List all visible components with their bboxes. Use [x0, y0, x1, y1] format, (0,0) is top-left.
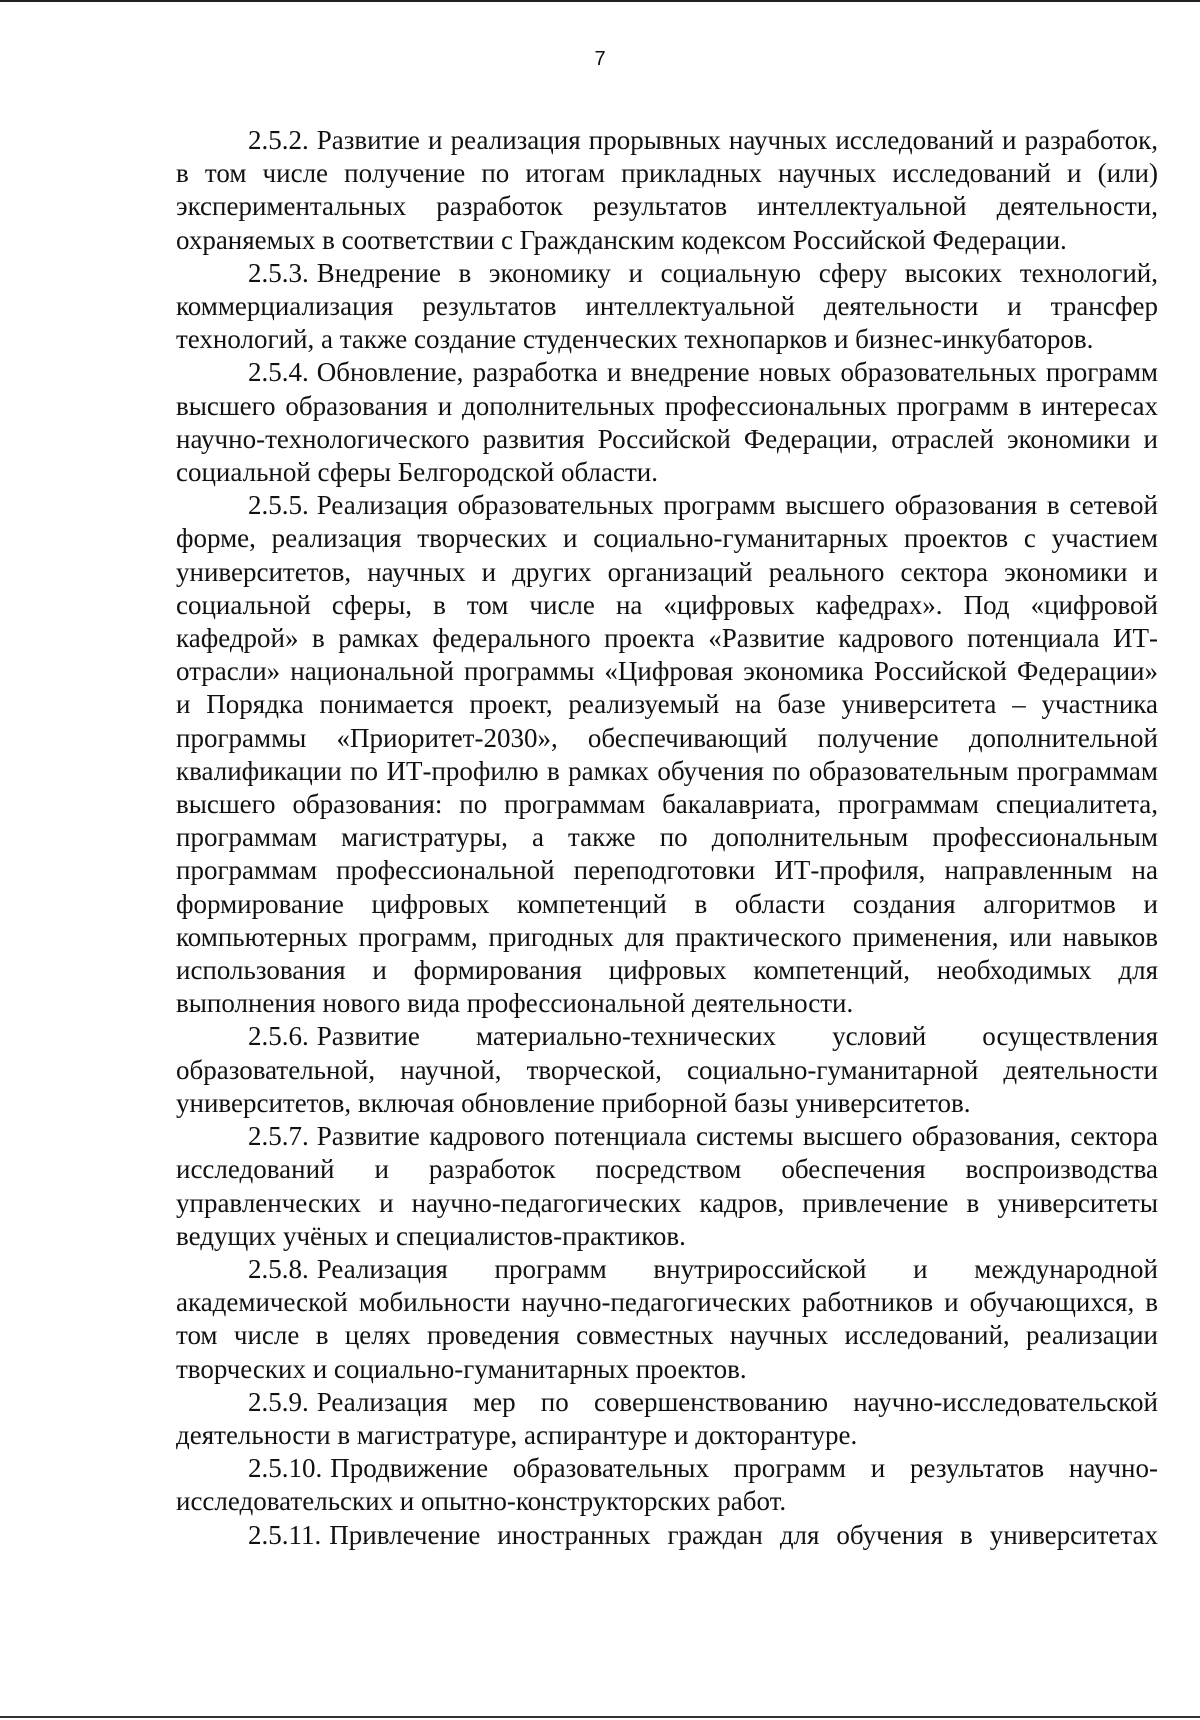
scan-edge-top [0, 0, 1200, 2]
paragraph-2-5-6 [176, 1020, 1158, 1120]
paragraph-2-5-11 [176, 1519, 1158, 1552]
paragraph-number: 2.5.10. [248, 1453, 323, 1484]
paragraph-number: 2.5.3. [248, 257, 309, 288]
paragraph-text: Внедрение в экономику и социальную сферу высоких технологий, коммерциализация результатов интеллектуальной деятельности и трансфер технологий, а также создание студенческих технопарков и бизнес-инкубаторов. [176, 257, 1158, 355]
paragraph-number: 2.5.6. [248, 1021, 309, 1052]
paragraph-2-5-10 [176, 1452, 1158, 1518]
paragraph-2-5-2 [176, 124, 1158, 257]
paragraph-number: 2.5.5. [248, 490, 309, 521]
paragraph-number: 2.5.2. [248, 125, 309, 155]
paragraph-number: 2.5.8. [248, 1253, 309, 1284]
paragraph-number: 2.5.11. [248, 1519, 322, 1550]
paragraph-2-5-5 [176, 489, 1158, 1020]
paragraph-text: Реализация образовательных программ высшего образования в сетевой форме, реализация творческих и социально-гуманитарных проектов с участием университетов, научных и других организаций реального сектора экономики и социальной сферы, в том числе на «цифровых кафедрах». Под «цифровой кафедрой» в рамках федерального проекта «Развитие кадрового потенциала ИТ-отрасли» национальной программы «Цифровая экономика Российской Федерации» и Порядка понимается проект, реализуемый на базе университета – участника программы «Приоритет-2030», обеспечивающий получение дополнительной квалификации по ИТ-профилю в рамках обучения по образовательным программам высшего образования: по программам бакалавриата, программам специалитета, программам магистратуры, а также по дополнительным профессиональным программам профессиональной переподготовки ИТ-профиля, направленным на формирование цифровых компетенций в области создания алгоритмов и компьютерных программ, пригодных для практического применения, или навыков использования и формирования цифровых компетенций, необходимых для выполнения нового вида профессиональной деятельности. [176, 490, 1158, 1019]
paragraph-text: Привлечение иностранных граждан для обучения в университетах [329, 1519, 1158, 1550]
paragraph-text: Реализация мер по совершенствованию научно-исследовательской деятельности в магистратуре, аспирантуре и докторантуре. [176, 1386, 1158, 1450]
paragraph-text: Реализация программ внутрироссийской и международной академической мобильности научно-педагогических работников и обучающихся, в том числе в целях проведения совместных научных исследований, реализации творческих и социально-гуманитарных проектов. [176, 1253, 1158, 1384]
paragraph-text: Продвижение образовательных программ и результатов научно-исследовательских и опытно-конструкторских работ. [176, 1453, 1158, 1517]
paragraph-2-5-8 [176, 1253, 1158, 1386]
paragraph-text: Развитие кадрового потенциала системы высшего образования, сектора исследований и разработок посредством обеспечения воспроизводства управленческих и научно-педагогических кадров, привлечение в университеты ведущих учёных и специалистов-практиков. [176, 1121, 1158, 1251]
paragraph-2-5-9 [176, 1386, 1158, 1452]
paragraph-text: Развитие и реализация прорывных научных исследований и разработок, в том числе получение по итогам прикладных научных исследований и (или) экспериментальных разработок результатов интеллектуальной деятельности, охраняемых в соответствии с Гражданским кодексом Российской Федерации. [176, 125, 1158, 255]
paragraph-2-5-7 [176, 1120, 1158, 1253]
paragraph-text: Обновление, разработка и внедрение новых образовательных программ высшего образования и дополнительных профессиональных программ в интересах научно-технологического развития Российской Федерации, отраслей экономики и социальной сферы Белгородской области. [176, 357, 1158, 488]
paragraph-2-5-3 [176, 257, 1158, 357]
scan-edge-bottom [0, 1716, 1200, 1718]
paragraph-number: 2.5.9. [248, 1386, 309, 1417]
paragraph-number: 2.5.4. [248, 357, 309, 388]
paragraph-2-5-4 [176, 356, 1158, 489]
page-number: 7 [594, 48, 606, 70]
paragraph-text: Развитие материально-технических условий осуществления образовательной, научной, творческой, социально-гуманитарной деятельности университетов, включая обновление приборной базы университетов. [176, 1021, 1158, 1118]
paragraph-number: 2.5.7. [248, 1121, 309, 1152]
document-body [176, 124, 1158, 1552]
